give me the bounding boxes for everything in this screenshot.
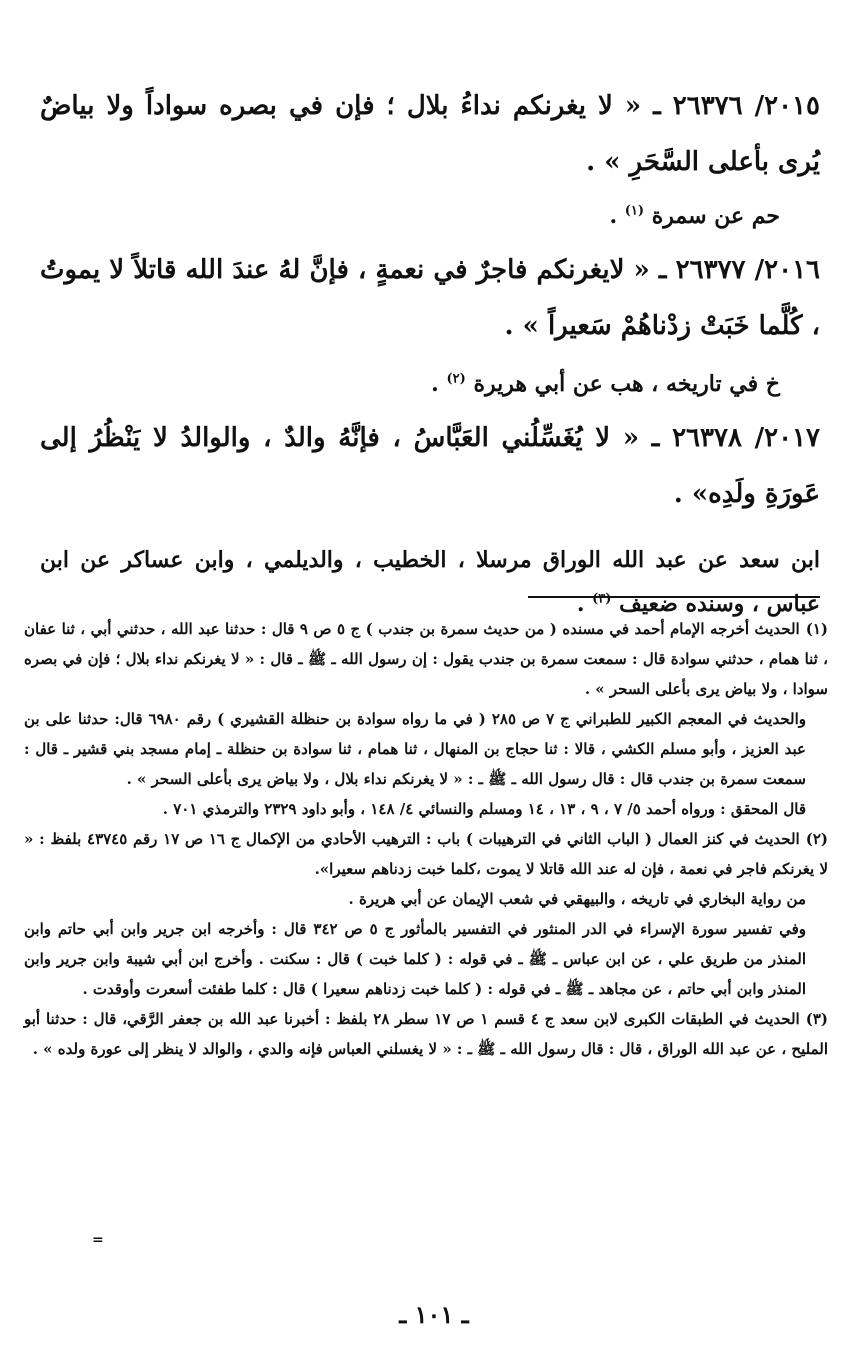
footnote-3: (٣)الحديث في الطبقات الكبرى لابن سعد ج ٤ قسم ١ ص ١٧ سطر ٢٨ بلفظ : أخبرنا عبد الله بن جعفر الرَّقي، قال : حدثنا أبو المليح ، عن عبد الله الوراق ، قال : قال رسول الله ـ ﷺ ـ : « لا يغسلني العباس فإنه والدي ، والوالد لا ينظر إلى عورة ولده » . xyxy=(24,1010,828,1058)
footnote-ref: (١) xyxy=(624,203,645,219)
hadith-source: خ في تاريخه ، هب عن أبي هريرة $^{(٢)}$ . xyxy=(431,371,780,397)
footnote-ref: (٣) xyxy=(592,591,612,607)
page-number: ـ ١٠١ ـ xyxy=(399,1300,469,1329)
footnote-2-para: من رواية البخاري في تاريخه ، والبيهقي في شعب الإيمان عن أبي هريرة . xyxy=(348,890,806,908)
hadith-2017: ٢٠١٧/ ٢٦٣٧٨ ـ « لا يُغَسِّلُني العَبَّاسُ ، فإنَّهُ والدٌ ، والوالدُ لا يَنْظُرُ إلى عَورَةِ ولَدِه» . xyxy=(40,423,820,509)
main-text xyxy=(40,78,820,626)
continuation-mark: = xyxy=(92,1232,104,1248)
hadith-source: ابن سعد عن عبد الله الوراق مرسلا ، الخطيب ، والديلمي ، وابن عساكر عن ابن عباس ، وسنده ضعيف $^{(٣)}$ . xyxy=(40,547,820,617)
footnote-ref: (٢) xyxy=(446,371,466,387)
footnote-2-para: وفي تفسير سورة الإسراء في الدر المنثور في التفسير بالمأثور ج ٥ ص ٣٤٢ قال : وأخرجه ابن جرير وابن أبي حاتم وابن المنذر من طريق علي ، عن ابن عباس ـ ﷺ ـ في قوله : ( كلما خبت ) قال : سكنت . وأخرج ابن أبي شيبة وابن جرير وابن المنذر وابن أبي حاتم ، عن مجاهد ـ ﷺ ـ في قوله : ( كلما خبت زدناهم سعيرا ) قال : كلما طفئت أسعرت وأوقدت . xyxy=(24,920,806,998)
footnote-1: (١)الحديث أخرجه الإمام أحمد في مسنده ( من حديث سمرة بن جندب ) ج ٥ ص ٩ قال : حدثنا عبد الله ، حدثني أبي ، ثنا عفان ، ثنا همام ، حدثني سوادة قال : سمعت سمرة بن جندب يقول : إن رسول الله ـ ﷺ ـ قال : « لا يغرنكم نداء بلال ؛ فإن في بصره سوادا ، ولا بياض يرى بأعلى السحر » . xyxy=(24,620,828,698)
footnote-number: (٣) xyxy=(805,1010,828,1028)
footnote-2: (٢)الحديث في كنز العمال ( الباب الثاني في الترهيبات ) باب : الترهيب الأحادي من الإكمال ج ١٦ ص ١٧ رقم ٤٣٧٤٥ بلفظ : « لا يغرنكم فاجر في نعمة ، فإن له عند الله قاتلا لا يموت ،كلما خبت زدناهم سعيرا». xyxy=(24,830,828,878)
hadith-2016: ٢٠١٦/ ٢٦٣٧٧ ـ « لايغرنكم فاجرٌ في نعمةٍ ، فإنَّ لهُ عندَ الله قاتلاً لا يموتُ ، كُلَّما خَبَتْ زدْناهُمْ سَعيراً » . xyxy=(40,255,820,341)
hadith-2015: ٢٠١٥/ ٢٦٣٧٦ ـ « لا يغرنكم نداءُ بلال ؛ فإن في بصره سواداً ولا بياضٌ يُرى بأعلى السَّحَرِ » . xyxy=(40,91,820,177)
hadith-source: حم عن سمرة $^{(١)}$ . xyxy=(609,203,780,229)
footnote-1-para: قال المحقق : ورواه أحمد ٥/ ٧ ، ٩ ، ١٣ ، ١٤ ومسلم والنسائي ٤/ ١٤٨ ، وأبو داود ٢٣٢٩ والترمذي ٧٠١ . xyxy=(162,800,806,818)
footnote-divider xyxy=(528,596,820,598)
footnote-number: (٢) xyxy=(805,830,828,848)
footnotes xyxy=(24,614,828,1064)
footnote-1-para: والحديث في المعجم الكبير للطبراني ج ٧ ص ٢٨٥ ( في ما رواه سوادة بن حنظلة القشيري ) رقم ٦٩٨٠ قال: حدثنا على بن عبد العزيز ، وأبو مسلم الكشي ، قالا : ثنا حجاج بن المنهال ، ثنا همام ، ثنا سوادة بن حنظلة ـ إمام مسجد بني قشير ـ قال : سمعت سمرة بن جندب قال : قال رسول الله ـ ﷺ ـ : « لا يغرنكم نداء بلال ، ولا بياض يرى بأعلى السحر » . xyxy=(24,710,806,788)
footnote-number: (١) xyxy=(805,620,828,638)
